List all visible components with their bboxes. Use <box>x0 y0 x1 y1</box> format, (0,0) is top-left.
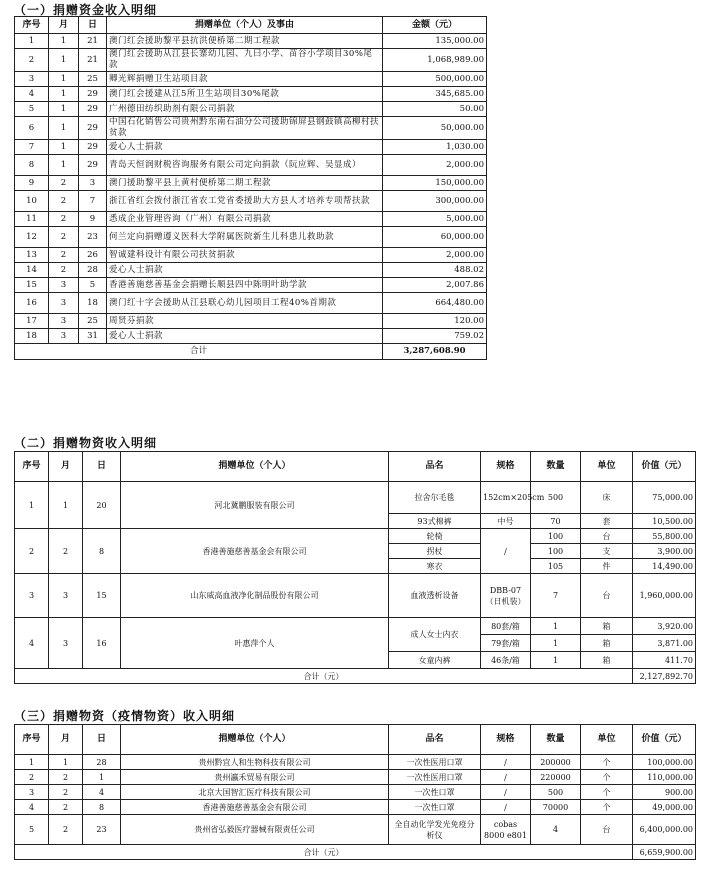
row-value: 3,920.00 <box>633 618 696 635</box>
row-spec: 46条/箱 <box>481 652 531 669</box>
row-unit: 件 <box>581 559 633 574</box>
row-item: 女童内裤 <box>389 652 481 669</box>
row-no: 18 <box>15 329 49 344</box>
row-spec: cobas 8000 e801 <box>481 815 531 845</box>
row-month: 3 <box>49 574 83 618</box>
row-day: 8 <box>83 529 121 574</box>
row-qty: 220000 <box>531 770 581 785</box>
row-amount: 300,000.00 <box>383 191 487 212</box>
table-row <box>15 176 487 191</box>
table-row <box>15 227 487 248</box>
row-day: 31 <box>79 329 107 344</box>
row-qty: 200000 <box>531 755 581 770</box>
row-qty: 100 <box>531 544 581 559</box>
table-body <box>15 755 696 845</box>
header-no: 序号 <box>15 725 49 755</box>
row-no: 1 <box>15 482 49 529</box>
header-day: 日 <box>79 17 107 34</box>
table-row <box>15 212 487 227</box>
row-item: 93式棉裤 <box>389 514 481 529</box>
row-no: 7 <box>15 140 49 155</box>
table-row <box>15 102 487 117</box>
row-day: 29 <box>79 155 107 176</box>
row-month: 3 <box>49 329 79 344</box>
table-row <box>15 117 487 140</box>
row-no: 4 <box>15 618 49 669</box>
row-day: 29 <box>79 102 107 117</box>
total-value: 2,127,892.70 <box>633 669 696 684</box>
row-day: 4 <box>83 785 121 800</box>
row-qty: 4 <box>531 815 581 845</box>
row-donor: 中国石化销售公司贵州黔东南石油分公司援助锦屏县钢鼓镇高柳村扶贫款 <box>107 117 383 140</box>
row-amount: 60,000.00 <box>383 227 487 248</box>
row-month: 2 <box>49 176 79 191</box>
row-donor: 爱心人士捐款 <box>107 140 383 155</box>
row-unit: 箱 <box>581 618 633 635</box>
row-unit: 支 <box>581 544 633 559</box>
row-no: 2 <box>15 529 49 574</box>
row-value: 10,500.00 <box>633 514 696 529</box>
row-day: 16 <box>83 618 121 669</box>
row-donor: 浙江省红会拨付浙江省农工党省委援助大方县人才培养专项帮扶款 <box>107 191 383 212</box>
row-donor: 香港善施慈善基金会有限公司 <box>121 529 389 574</box>
row-amount: 759.02 <box>383 329 487 344</box>
total-row <box>15 845 696 860</box>
row-donor: 智诚建科设计有限公司扶贫捐款 <box>107 248 383 263</box>
row-value: 3,871.00 <box>633 635 696 652</box>
row-unit: 个 <box>581 800 633 815</box>
table-row <box>15 800 696 815</box>
row-value: 3,900.00 <box>633 544 696 559</box>
total-row <box>15 669 696 684</box>
row-amount: 1,030.00 <box>383 140 487 155</box>
table-row <box>15 755 696 770</box>
row-month: 3 <box>49 278 79 293</box>
row-day: 9 <box>79 212 107 227</box>
row-qty: 500 <box>531 785 581 800</box>
row-no: 16 <box>15 293 49 314</box>
row-item: 成人女士内衣 <box>389 618 481 652</box>
row-amount: 150,000.00 <box>383 176 487 191</box>
row-month: 1 <box>49 140 79 155</box>
row-no: 11 <box>15 212 49 227</box>
table-row <box>15 770 696 785</box>
row-value: 49,000.00 <box>633 800 696 815</box>
row-value: 55,800.00 <box>633 529 696 544</box>
row-day: 18 <box>79 293 107 314</box>
row-unit: 箱 <box>581 635 633 652</box>
table-row <box>15 191 487 212</box>
row-day: 26 <box>79 248 107 263</box>
row-no: 3 <box>15 785 49 800</box>
row-spec: / <box>481 800 531 815</box>
row-qty: 1 <box>531 635 581 652</box>
row-no: 12 <box>15 227 49 248</box>
row-no: 6 <box>15 117 49 140</box>
header-no: 序号 <box>15 452 49 482</box>
row-unit: 床 <box>581 482 633 514</box>
row-day: 25 <box>79 314 107 329</box>
row-donor: 贵州黔宜人和生物科技有限公司 <box>121 755 389 770</box>
row-spec: 79套/箱 <box>481 635 531 652</box>
row-donor: 香港善施慈善基金会捐赠长顺县四中陈明叶助学款 <box>107 278 383 293</box>
row-month: 2 <box>49 770 83 785</box>
row-value: 6,400,000.00 <box>633 815 696 845</box>
header-unit: 单位 <box>581 725 633 755</box>
row-day: 5 <box>79 278 107 293</box>
row-no: 1 <box>15 755 49 770</box>
row-day: 25 <box>79 72 107 87</box>
row-no: 13 <box>15 248 49 263</box>
table-row <box>15 278 487 293</box>
table-row <box>15 785 696 800</box>
row-month: 2 <box>49 529 83 574</box>
row-day: 21 <box>79 34 107 49</box>
row-qty: 100 <box>531 529 581 544</box>
row-no: 5 <box>15 815 49 845</box>
row-no: 4 <box>15 87 49 102</box>
table-row <box>15 248 487 263</box>
header-value: 价值（元） <box>633 725 696 755</box>
row-spec: 80套/箱 <box>481 618 531 635</box>
row-spec: / <box>481 755 531 770</box>
row-day: 20 <box>83 482 121 529</box>
row-qty: 7 <box>531 574 581 618</box>
row-day: 8 <box>83 800 121 815</box>
row-month: 2 <box>49 815 83 845</box>
row-spec: 152cm×205cm <box>481 482 531 514</box>
row-qty: 1 <box>531 618 581 635</box>
row-qty: 500 <box>531 482 581 514</box>
table-row <box>15 34 487 49</box>
header-donor: 捐赠单位（个人）及事由 <box>107 17 383 34</box>
header-month: 月 <box>49 725 83 755</box>
row-spec: 中号 <box>481 514 531 529</box>
table-header-row <box>15 452 696 482</box>
total-row <box>15 344 487 360</box>
row-donor: 河北冀鹏服装有限公司 <box>121 482 389 529</box>
header-donor: 捐赠单位（个人） <box>121 452 389 482</box>
row-day: 29 <box>79 140 107 155</box>
row-month: 3 <box>49 314 79 329</box>
row-value: 100,000.00 <box>633 755 696 770</box>
header-spec: 规格 <box>481 452 531 482</box>
row-month: 2 <box>49 248 79 263</box>
row-donor: 爱心人士捐款 <box>107 263 383 278</box>
row-day: 23 <box>83 815 121 845</box>
table-header-row <box>15 725 696 755</box>
row-donor: 北京大国智汇医疗科技有限公司 <box>121 785 389 800</box>
table-row <box>15 329 487 344</box>
row-no: 1 <box>15 34 49 49</box>
section3-title: （三）捐赠物资（疫情物资）收入明细 <box>14 709 236 723</box>
row-no: 15 <box>15 278 49 293</box>
header-day: 日 <box>83 725 121 755</box>
epidemic-goods-table <box>14 724 696 860</box>
row-no: 17 <box>15 314 49 329</box>
row-no: 14 <box>15 263 49 278</box>
row-amount: 5,000.00 <box>383 212 487 227</box>
row-qty: 70000 <box>531 800 581 815</box>
row-day: 29 <box>79 117 107 140</box>
row-month: 1 <box>49 117 79 140</box>
row-amount: 345,685.00 <box>383 87 487 102</box>
row-spec: / <box>481 770 531 785</box>
table-row <box>15 49 487 72</box>
row-donor: 澳门红会援助从江县长寨幼儿园、九曰小学、苗谷小学项目30%尾款 <box>107 49 383 72</box>
row-spec: / <box>481 785 531 800</box>
row-no: 8 <box>15 155 49 176</box>
row-no: 10 <box>15 191 49 212</box>
row-unit: 个 <box>581 755 633 770</box>
row-day: 21 <box>79 49 107 72</box>
row-no: 3 <box>15 574 49 618</box>
row-amount: 1,068,989.00 <box>383 49 487 72</box>
row-month: 1 <box>49 87 79 102</box>
row-donor: 青岛天恒润财税咨询服务有限公司定向捐款（阮应辉、吴显成） <box>107 155 383 176</box>
row-no: 4 <box>15 800 49 815</box>
row-day: 1 <box>83 770 121 785</box>
header-qty: 数量 <box>531 452 581 482</box>
row-month: 2 <box>49 800 83 815</box>
row-donor: 广州德田纺织助剂有限公司捐款 <box>107 102 383 117</box>
row-month: 2 <box>49 227 79 248</box>
total-label: 合计 <box>15 344 383 360</box>
row-donor: 悉成企业管理咨询（广州）有限公司捐款 <box>107 212 383 227</box>
header-donor: 捐赠单位（个人） <box>121 725 389 755</box>
row-month: 1 <box>49 72 79 87</box>
row-month: 1 <box>49 102 79 117</box>
header-no: 序号 <box>15 17 49 34</box>
row-value: 1,960,000.00 <box>633 574 696 618</box>
row-donor: 何兰定向捐赠遵义医科大学附属医院新生儿科患儿救助款 <box>107 227 383 248</box>
row-spec: DBB-07（日机装） <box>481 574 531 618</box>
header-day: 日 <box>83 452 121 482</box>
row-unit: 套 <box>581 514 633 529</box>
row-unit: 箱 <box>581 652 633 669</box>
table-body <box>15 34 487 344</box>
row-day: 29 <box>79 87 107 102</box>
header-month: 月 <box>49 17 79 34</box>
row-item: 全自动化学发光免疫分析仪 <box>389 815 481 845</box>
row-value: 110,000.00 <box>633 770 696 785</box>
row-donor: 卿光辉捐赠卫生站项目款 <box>107 72 383 87</box>
row-item: 血液透析设备 <box>389 574 481 618</box>
total-label: 合计（元） <box>15 669 633 684</box>
row-no: 3 <box>15 72 49 87</box>
row-donor: 贵州瀛禾贸易有限公司 <box>121 770 389 785</box>
table-row <box>15 293 487 314</box>
row-donor: 山东威高血液净化制品股份有限公司 <box>121 574 389 618</box>
table-row <box>15 140 487 155</box>
total-value: 3,287,608.90 <box>383 344 487 360</box>
table-row <box>15 263 487 278</box>
row-amount: 488.02 <box>383 263 487 278</box>
row-no: 2 <box>15 770 49 785</box>
total-label: 合计（元） <box>15 845 633 860</box>
row-item: 拐杖 <box>389 544 481 559</box>
row-amount: 2,000.00 <box>383 155 487 176</box>
table-row <box>15 72 487 87</box>
table-row <box>15 482 696 514</box>
header-item: 品名 <box>389 725 481 755</box>
row-item: 轮椅 <box>389 529 481 544</box>
row-day: 3 <box>79 176 107 191</box>
row-day: 7 <box>79 191 107 212</box>
row-no: 9 <box>15 176 49 191</box>
row-value: 75,000.00 <box>633 482 696 514</box>
row-donor: 澳门援助黎平县上黄村便桥第二期工程款 <box>107 176 383 191</box>
row-qty: 1 <box>531 652 581 669</box>
table-row <box>15 529 696 544</box>
row-unit: 台 <box>581 574 633 618</box>
row-day: 23 <box>79 227 107 248</box>
row-unit: 个 <box>581 785 633 800</box>
row-amount: 120.00 <box>383 314 487 329</box>
row-day: 28 <box>79 263 107 278</box>
header-month: 月 <box>49 452 83 482</box>
row-item: 一次性医用口罩 <box>389 770 481 785</box>
header-unit: 单位 <box>581 452 633 482</box>
row-month: 1 <box>49 155 79 176</box>
row-item: 一次性口罩 <box>389 800 481 815</box>
table-row <box>15 618 696 635</box>
table-row <box>15 314 487 329</box>
table-row <box>15 155 487 176</box>
row-value: 411.70 <box>633 652 696 669</box>
row-no: 2 <box>15 49 49 72</box>
table-row <box>15 574 696 618</box>
row-amount: 50,000.00 <box>383 117 487 140</box>
row-month: 3 <box>49 293 79 314</box>
donation-goods-table <box>14 451 696 684</box>
header-qty: 数量 <box>531 725 581 755</box>
row-month: 3 <box>49 618 83 669</box>
section1-title: （一）捐赠资金收入明细 <box>14 3 158 17</box>
table-header-row <box>15 17 487 34</box>
row-donor: 香港善施慈善基金会有限公司 <box>121 800 389 815</box>
row-amount: 500,000.00 <box>383 72 487 87</box>
header-spec: 规格 <box>481 725 531 755</box>
row-month: 1 <box>49 755 83 770</box>
row-amount: 664,480.00 <box>383 293 487 314</box>
table-row <box>15 815 696 845</box>
donation-funds-table <box>14 16 487 360</box>
header-item: 品名 <box>389 452 481 482</box>
row-item: 一次性医用口罩 <box>389 755 481 770</box>
header-amount: 金额（元） <box>383 17 487 34</box>
row-spec: / <box>481 529 531 574</box>
row-donor: 澳门红十字会援助从江县联心幼儿园项目工程40%首期款 <box>107 293 383 314</box>
row-month: 2 <box>49 191 79 212</box>
row-month: 1 <box>49 49 79 72</box>
row-donor: 叶惠萍个人 <box>121 618 389 669</box>
row-donor: 澳门红会援建从江5所卫生站项目30%尾款 <box>107 87 383 102</box>
row-donor: 贵州省弘毅医疗器械有限责任公司 <box>121 815 389 845</box>
row-qty: 70 <box>531 514 581 529</box>
row-unit: 个 <box>581 770 633 785</box>
total-value: 6,659,900.00 <box>633 845 696 860</box>
section2-title: （二）捐赠物资收入明细 <box>14 436 158 450</box>
row-unit: 台 <box>581 529 633 544</box>
table-row <box>15 87 487 102</box>
row-month: 2 <box>49 212 79 227</box>
row-donor: 爱心人士捐款 <box>107 329 383 344</box>
row-item: 一次性口罩 <box>389 785 481 800</box>
row-amount: 2,000.00 <box>383 248 487 263</box>
row-item: 拉舍尔毛毯 <box>389 482 481 514</box>
row-month: 2 <box>49 785 83 800</box>
row-donor: 澳门红会援助黎平县抗洪便桥第二期工程款 <box>107 34 383 49</box>
row-donor: 周贤芬捐款 <box>107 314 383 329</box>
row-value: 900.00 <box>633 785 696 800</box>
row-month: 1 <box>49 482 83 529</box>
row-unit: 台 <box>581 815 633 845</box>
row-qty: 105 <box>531 559 581 574</box>
header-value: 价值（元） <box>633 452 696 482</box>
row-day: 15 <box>83 574 121 618</box>
row-amount: 50.00 <box>383 102 487 117</box>
row-amount: 135,000.00 <box>383 34 487 49</box>
row-no: 5 <box>15 102 49 117</box>
row-amount: 2,007.86 <box>383 278 487 293</box>
row-day: 28 <box>83 755 121 770</box>
row-month: 2 <box>49 263 79 278</box>
row-item: 寒衣 <box>389 559 481 574</box>
row-month: 1 <box>49 34 79 49</box>
row-value: 14,490.00 <box>633 559 696 574</box>
